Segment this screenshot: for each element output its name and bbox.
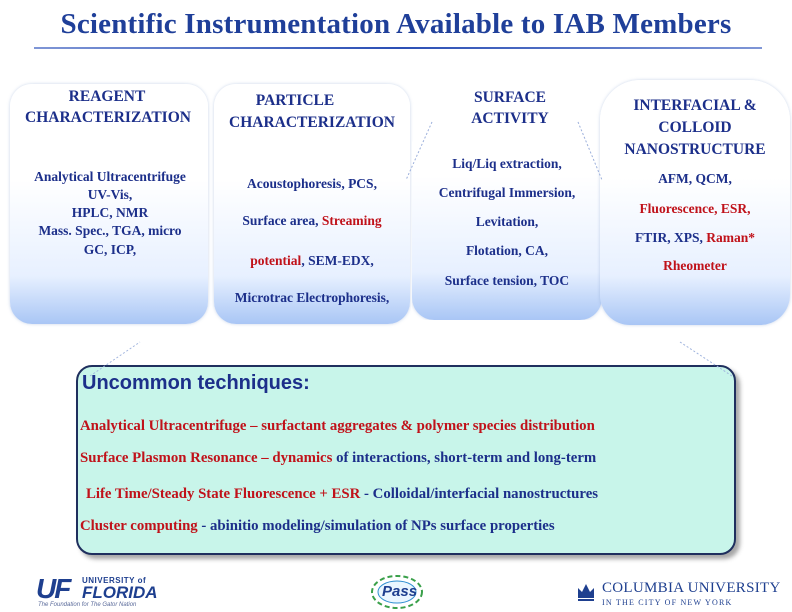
interfacial-text: FTIR, XPS,: [634, 230, 707, 245]
columbia-logo-line2: IN THE CITY OF NEW YORK: [602, 598, 733, 607]
uf-logo-line1: UNIVERSITY of: [82, 576, 147, 585]
particle-item-surface-area: [214, 212, 410, 229]
particle-text-red: potential: [250, 253, 302, 268]
uncommon-line-red: Analytical Ultracentrifuge –: [80, 418, 262, 434]
particle-heading-line2: CHARACTERIZATION: [229, 114, 395, 131]
reagent-item: Mass. Spec., TGA, micro: [38, 223, 182, 238]
surface-item: Levitation,: [475, 214, 539, 229]
interfacial-heading-line1: INTERFACIAL &: [633, 97, 757, 114]
surface-heading-line2: ACTIVITY: [471, 110, 549, 127]
uf-logo: [36, 573, 226, 610]
uncommon-line: [80, 450, 596, 467]
uncommon-line-blue: - Colloidal/interfacial nanostructures: [360, 486, 599, 502]
particle-item-acoustophoresis: [214, 175, 410, 192]
particle-text: , SEM-EDX,: [301, 253, 374, 268]
reagent-item: HPLC, NMR: [71, 205, 149, 220]
particle-heading-line1: PARTICLE: [255, 92, 335, 109]
uncommon-line: [86, 486, 598, 503]
uncommon-line-red: Surface Plasmon Resonance –: [80, 450, 273, 466]
interfacial-item: Fluorescence, ESR,: [639, 201, 751, 216]
reagent-heading-line2: CHARACTERIZATION: [25, 109, 191, 126]
surface-item: Liq/Liq extraction,: [452, 156, 562, 171]
surface-item: Flotation, CA,: [465, 243, 549, 258]
interfacial-heading-line3: NANOSTRUCTURE: [624, 141, 766, 158]
uncommon-line-blue: - abinitio modeling/simulation of NPs surface properties: [197, 518, 555, 534]
particle-text-red: Streaming: [321, 213, 382, 228]
surface-heading-line1: SURFACE: [473, 89, 547, 106]
page-title: Scientific Instrumentation Available to IAB Members: [60, 8, 732, 40]
interfacial-heading-line2: COLLOID: [658, 119, 732, 136]
uncommon-line-red: surfactant aggregates & polymer species distribution: [261, 418, 595, 434]
particle-text: Surface area,: [242, 213, 322, 228]
uncommon-line-red: dynamics: [272, 450, 333, 466]
pass-logo-text: Pass: [382, 583, 418, 600]
interfacial-item: [600, 229, 790, 246]
columbia-crown-icon: [576, 580, 596, 602]
reagent-item: GC, ICP,: [83, 242, 137, 257]
reagent-item: UV-Vis,: [87, 187, 133, 202]
interfacial-item: AFM, QCM,: [658, 171, 732, 186]
uncommon-line-red: Cluster computing: [80, 518, 198, 534]
uf-logo-mark: UF: [36, 573, 70, 604]
reagent-heading-line1: REAGENT: [68, 88, 146, 105]
particle-text-red: , PCS,: [341, 176, 377, 191]
uf-logo-line2: FLORIDA: [82, 583, 158, 602]
columbia-logo: [576, 578, 788, 610]
interfacial-item: Rheometer: [663, 258, 727, 273]
uncommon-line: [80, 418, 595, 435]
uf-logo-tagline: The Foundation for The Gator Nation: [38, 602, 137, 608]
interfacial-text-red: Raman*: [706, 230, 756, 245]
particle-item-potential: [214, 252, 410, 269]
surface-item: Surface tension, TOC: [444, 273, 570, 288]
particle-item-microtrac: Microtrac Electrophoresis,: [234, 290, 390, 305]
uncommon-line-blue: of interactions, short-term and long-term: [332, 450, 597, 466]
uncommon-title: Uncommon techniques:: [82, 372, 310, 394]
columbia-logo-line1: COLUMBIA UNIVERSITY: [602, 580, 781, 596]
uncommon-line-red: Life Time/Steady State Fluorescence + ESR: [86, 486, 361, 502]
uncommon-line: [80, 518, 555, 535]
particle-text: Acoustophoresis: [247, 176, 342, 191]
pass-logo: [364, 574, 434, 610]
surface-item: Centrifugal Immersion,: [438, 185, 576, 200]
reagent-item: Analytical Ultracentrifuge: [34, 169, 186, 184]
